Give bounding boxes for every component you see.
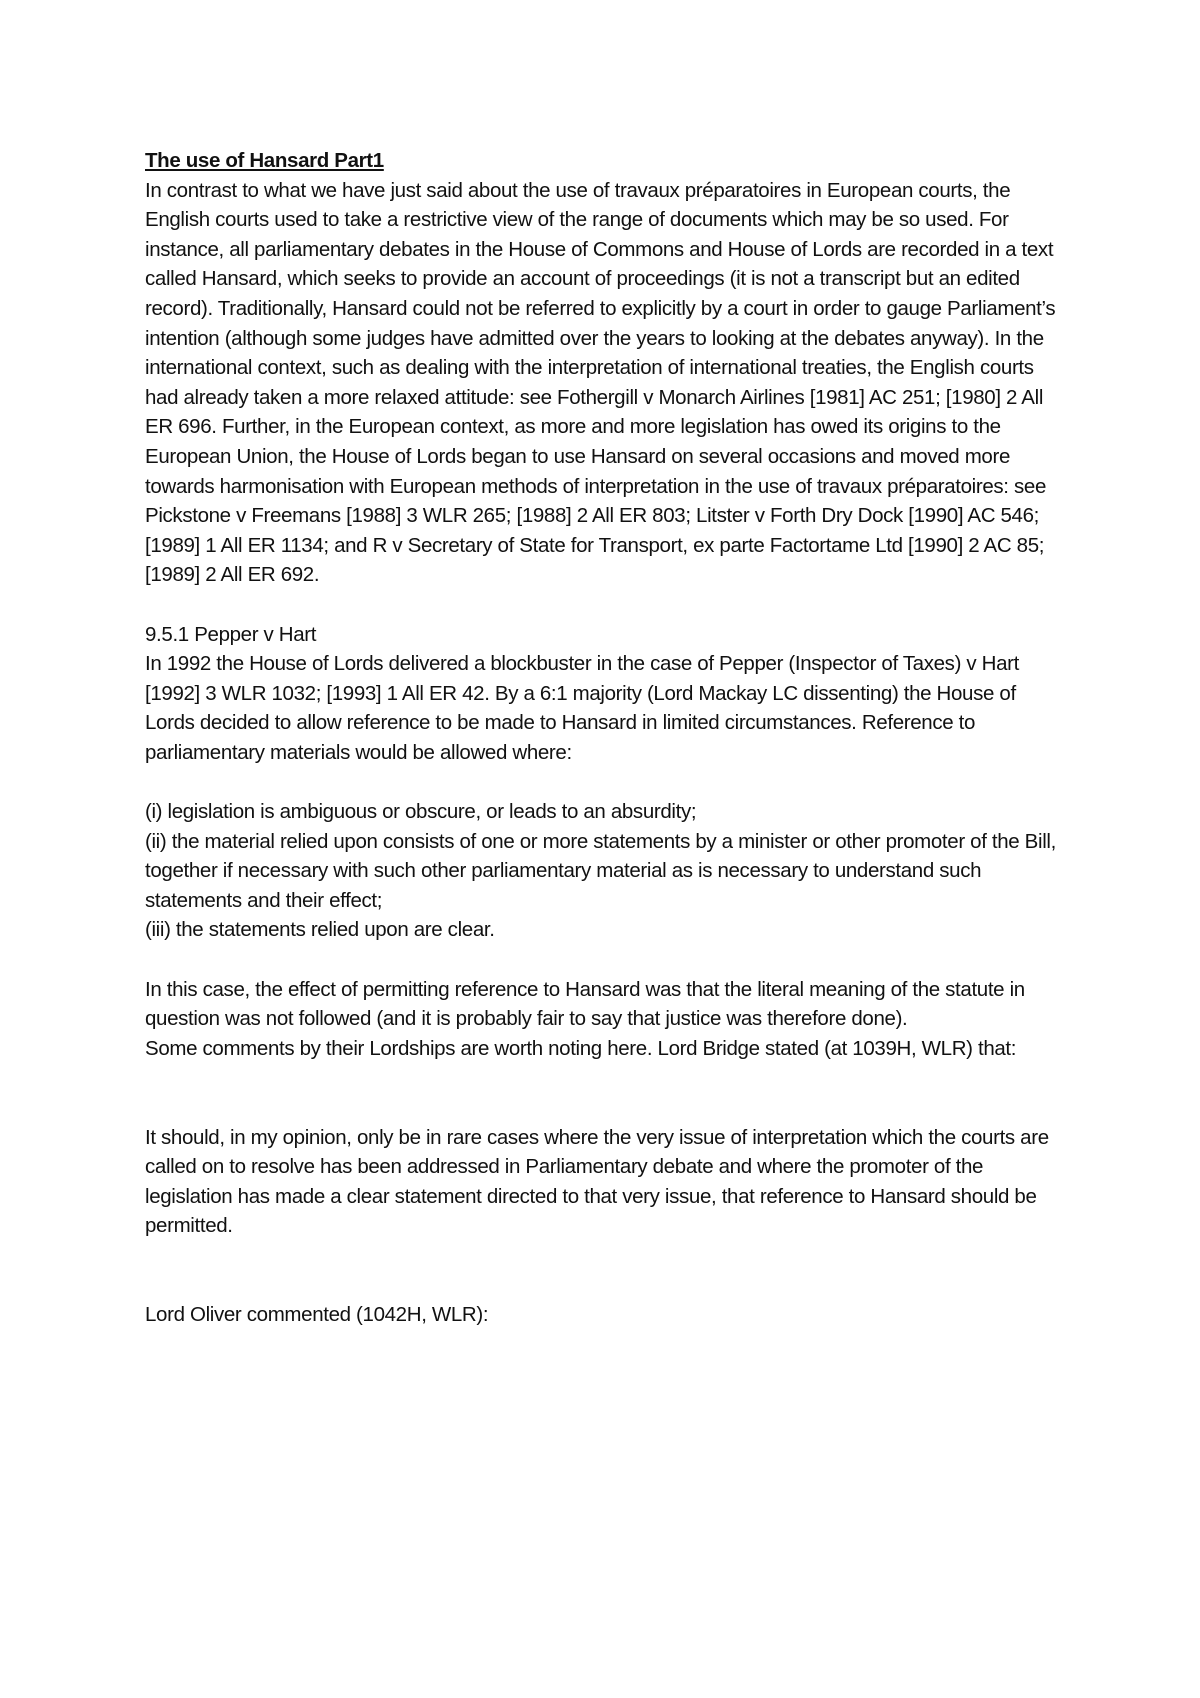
condition-item: (ii) the material relied upon consists of one or more statements by a minister or other promoter of the Bill, together if necessary with such other parliamentary material as is necessary to understand such statements and their effect; bbox=[145, 829, 1056, 912]
spacer bbox=[145, 945, 1065, 975]
oliver-intro: Lord Oliver commented (1042H, WLR): bbox=[145, 1303, 489, 1327]
effect-paragraph: In this case, the effect of permitting reference to Hansard was that the literal meaning of the statute in question was not followed (and it is probably fair to say that justice was therefore done). bbox=[145, 977, 1025, 1031]
section-heading: 9.5.1 Pepper v Hart bbox=[145, 622, 317, 646]
condition-item: (i) legislation is ambiguous or obscure, or leads to an absurdity; bbox=[145, 800, 697, 824]
spacer bbox=[145, 1063, 1065, 1122]
spacer bbox=[145, 767, 1065, 797]
spacer bbox=[145, 1241, 1065, 1300]
spacer bbox=[145, 590, 1065, 620]
comments-paragraph: Some comments by their Lordships are worth noting here. Lord Bridge stated (at 1039H, WLR) that: bbox=[145, 1036, 1017, 1060]
condition-item: (iii) the statements relied upon are clear. bbox=[145, 918, 495, 942]
document-title: The use of Hansard Part1 bbox=[145, 149, 384, 172]
bridge-quote: It should, in my opinion, only be in rare cases where the very issue of interpretation which the courts are called on to resolve has been addressed in Parliamentary debate and where the promoter of the legislation has made a clear statement directed to that very issue, that reference to Hansard should be permitted. bbox=[145, 1125, 1049, 1238]
pepper-paragraph: In 1992 the House of Lords delivered a blockbuster in the case of Pepper (Inspector of Taxes) v Hart [1992] 3 WLR 1032; [1993] 1 All ER 42. By a 6:1 majority (Lord Mackay LC dissenting) the House of Lords decided to allow reference to be made to Hansard in limited circumstances. Reference to parliamentary materials would be allowed where: bbox=[145, 652, 1019, 764]
intro-paragraph: In contrast to what we have just said about the use of travaux préparatoires in European courts, the English courts used to take a restrictive view of the range of documents which may be so used. For instance, all parliamentary debates in the House of Commons and House of Lords are recorded in a text called Hansard, which seeks to provide an account of proceedings (it is not a transcript but an edited record). Traditionally, Hansard could not be referred to explicitly by a court in order to gauge Parliament’s intention (although some judges have admitted over the years to looking at the debates anyway). In the international context, such as dealing with the interpretation of international treaties, the English courts had already taken a more relaxed attitude: see Fothergill v Monarch Airlines [1981] AC 251; [1980] 2 All ER 696. Further, in the European context, as more and more legislation has owed its origins to the European Union, the House of Lords began to use Hansard on several occasions and moved more towards harmonisation with European methods of interpretation in the use of travaux préparatoires: see Pickstone v Freemans [1988] 3 WLR 265; [1988] 2 All ER 803; Litster v Forth Dry Dock [1990] AC 546; [1989] 1 All ER 1134; and R v Secretary of State for Transport, ex parte Factortame Ltd [1990] 2 AC 85; [1989] 2 All ER 692. bbox=[145, 178, 1056, 587]
document-body bbox=[145, 146, 1065, 1330]
